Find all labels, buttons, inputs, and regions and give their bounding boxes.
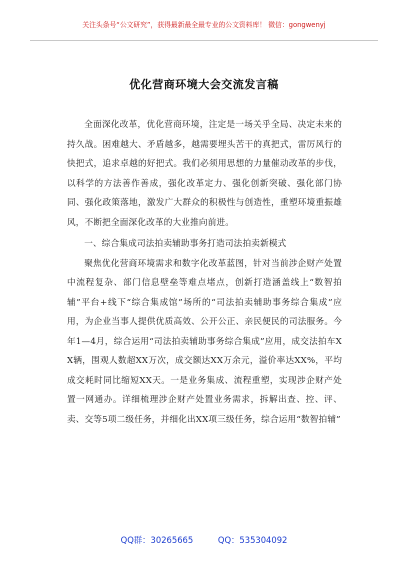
header-divider [30, 40, 378, 41]
footer-qq-number: QQ：535304092 [217, 535, 288, 545]
footer-qq-group: QQ群：30265665 [120, 535, 194, 545]
paragraph-section-1: 聚焦优化营商环境需求和数字化改革蓝图，针对当前涉企财产处置中流程复杂、部门信息壁垒等难点堵点，创新打造涵盖线上“数智拍辅”平台+线下“综合集成馆”场所的“司法拍卖辅助事务综合集成”应用，为企业当事人提供优质高效、公开公正、亲民便民的司法服务。今年1—4月，综合运用“司法拍卖辅助事务综合集成”应用，成交法拍车XX辆，围观人数超XX万次，成交额达XX万余元，溢价率达XX%，平均成交耗时同比缩短XX天。一是业务集成、流程重塑，实现涉企财产处置一网通办。详细梳理涉企财产处置业务需求，拆解出查、控、评、卖、交等5项二级任务，并细化出XX项三级任务，综合运用“数智拍辅” [67, 258, 342, 425]
document-body [67, 116, 342, 430]
section-heading-1: 一、综合集成司法拍卖辅助事务打造司法拍卖新模式 [84, 239, 287, 249]
header-banner: 关注头条号“公文研究”，获得最新最全最专业的公文资料库！ 微信：gongwenyj [82, 21, 326, 29]
footer-contact [0, 534, 408, 546]
document-title: 优化营商环境大会交流发言稿 [129, 78, 279, 91]
paragraph-intro: 全面深化改革，优化营商环境，注定是一场关乎全局、决定未来的持久战。困难越大、矛盾越多，越需要埋头苦干的真把式，雷厉风行的快把式，追求卓越的好把式。我们必须用思想的力量催动改革的步伐，以科学的方法善作善成，强化改革定力、强化创新突破、强化部门协同、强化政策落地，激发广大群众的积极性与创造性，重塑环境重振雄风，不断把全面深化改革的大业推向前进。 [67, 120, 342, 228]
